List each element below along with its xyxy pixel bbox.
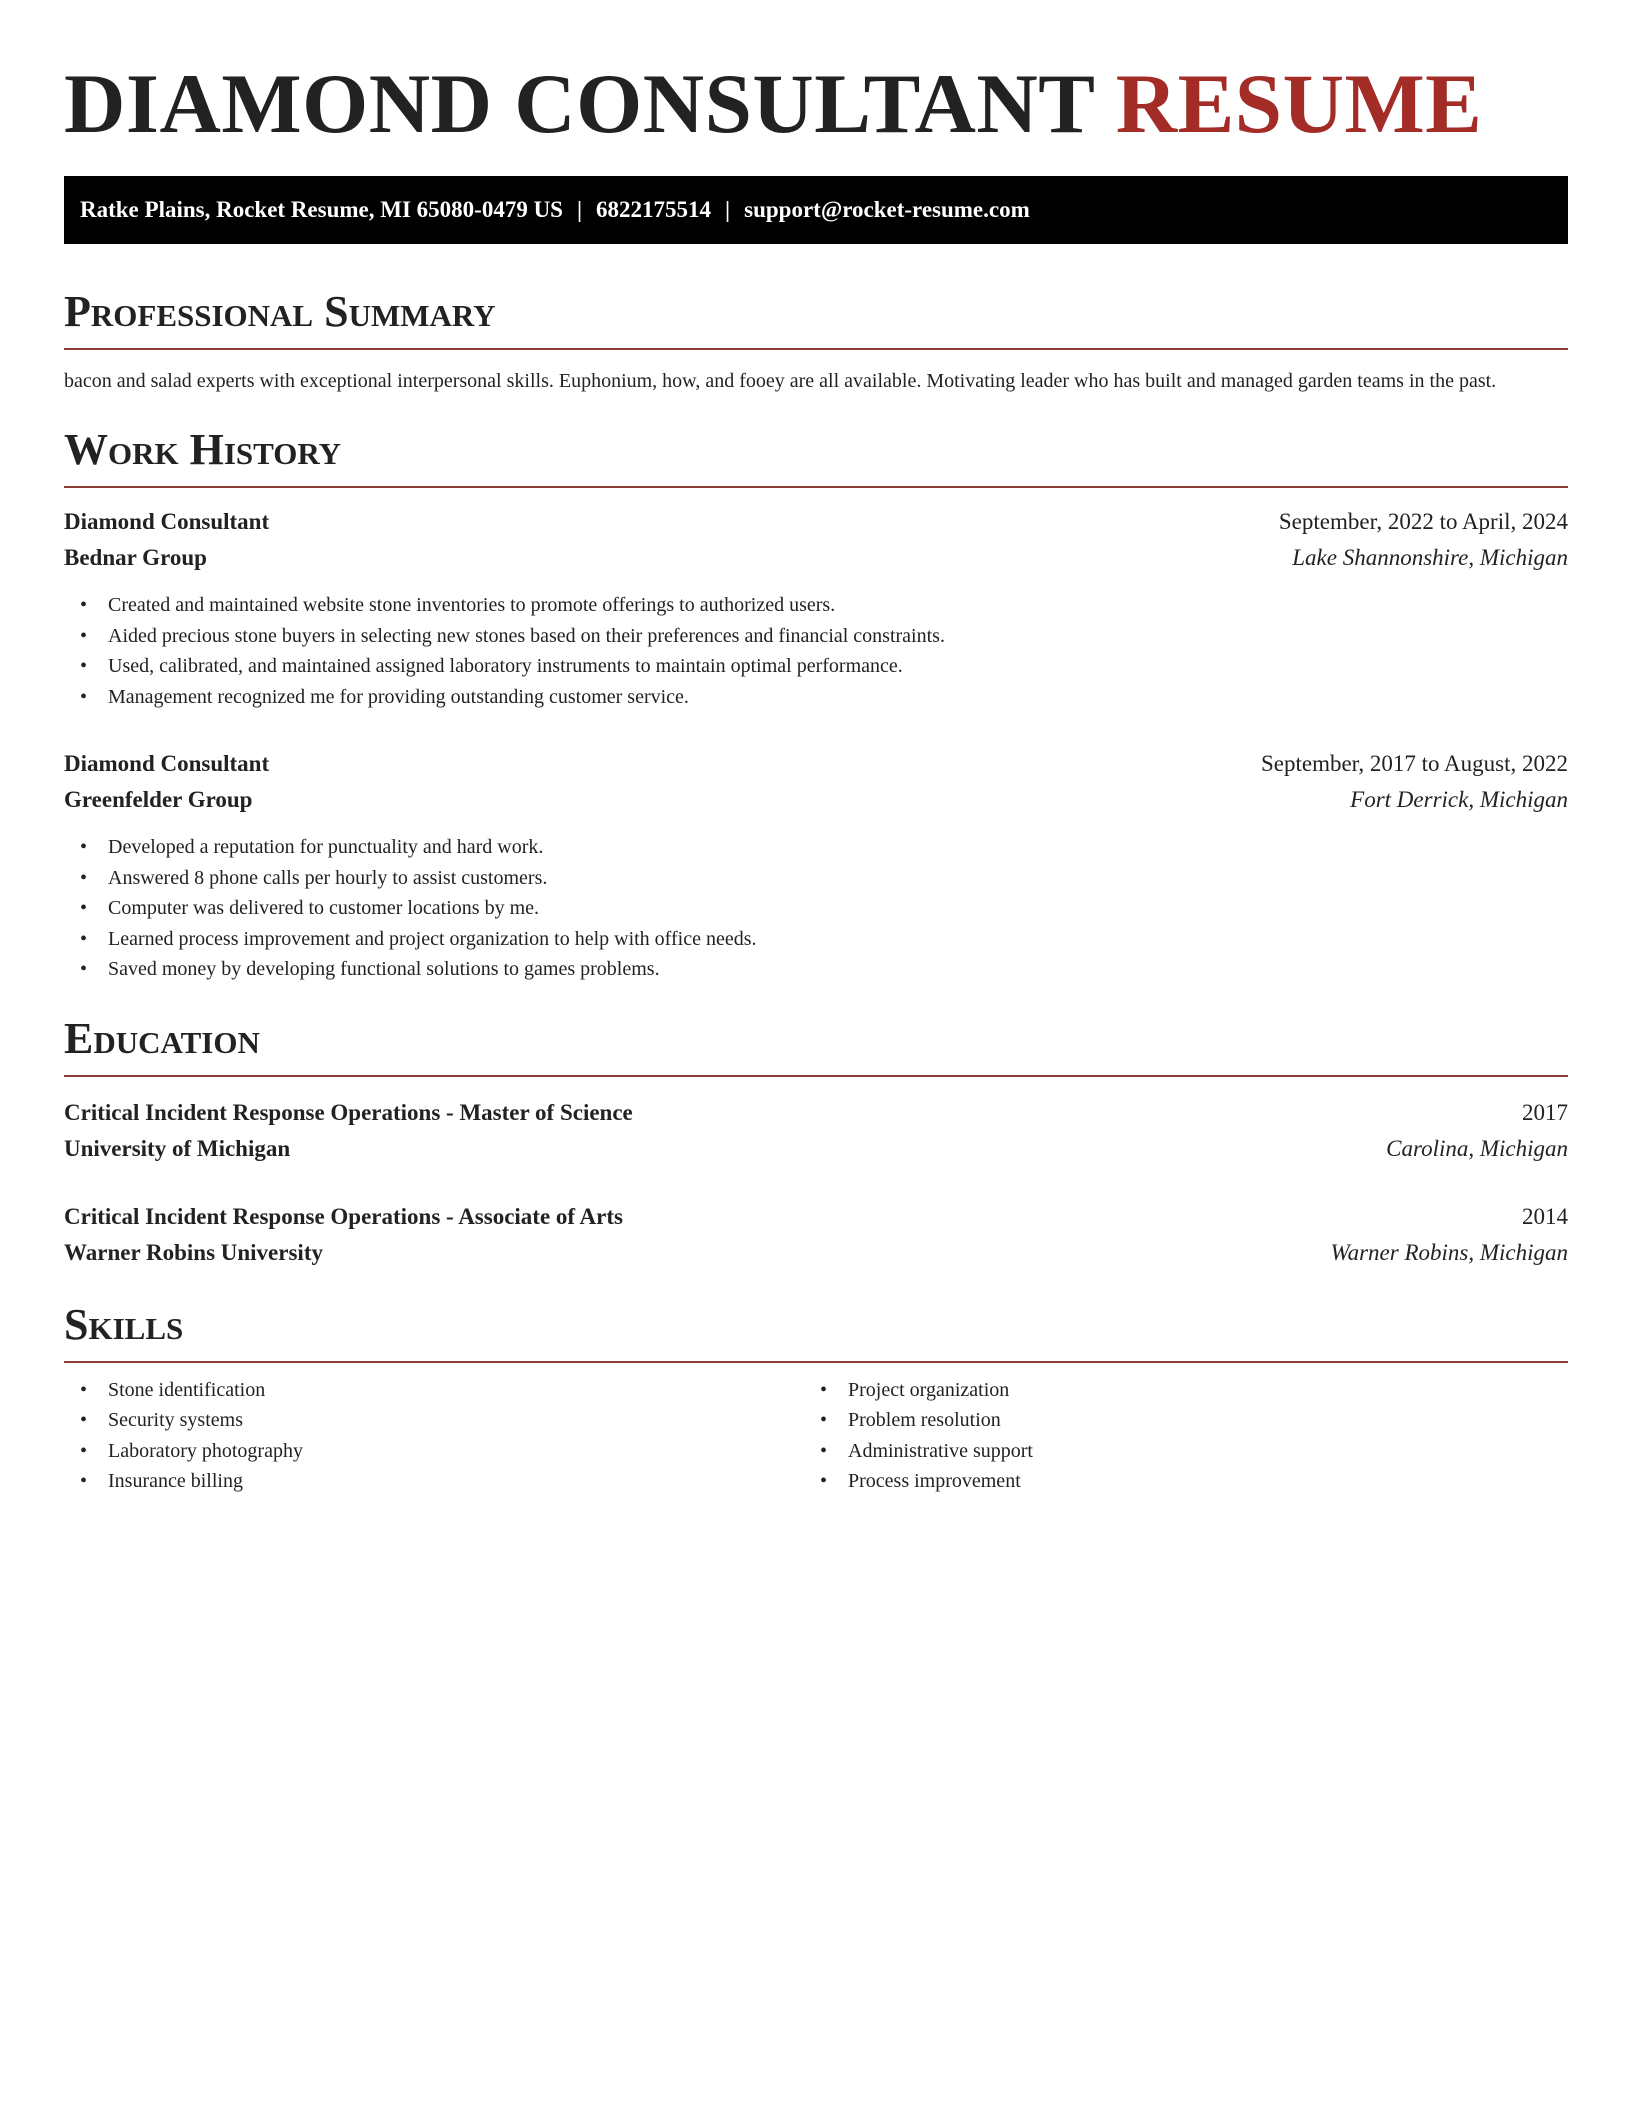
job-title: Diamond Consultant [64,509,270,534]
list-item [64,651,1568,682]
education-section [64,1013,1568,1271]
bullet-icon: • [80,1378,88,1401]
contact-bar [64,176,1568,244]
work-section [64,424,1568,985]
contact-phone: 6822175514 [596,197,712,222]
bullet-icon: • [820,1409,828,1431]
education-heading: Education [64,1013,260,1063]
list-item [64,621,1568,652]
contact-separator: | [725,197,731,222]
section-divider [64,486,1568,488]
skills-left-column [64,1375,804,1497]
list-item [64,893,1568,924]
education-location: Carolina, Michigan [1386,1135,1568,1161]
bullet-icon: • [80,866,88,889]
bullet-icon: • [820,1378,828,1401]
job-bullets [64,832,1568,985]
bullet-text: Used, calibrated, and maintained assigned laboratory instruments to maintain optimal performance. [108,655,903,677]
section-divider [64,1361,1568,1363]
bullet-icon: • [820,1470,828,1492]
bullet-text: Saved money by developing functional solutions to games problems. [108,958,660,980]
education-degree: Critical Incident Response Operations - Master of Science [64,1099,633,1125]
bullet-icon: • [80,655,88,677]
list-item [64,1405,804,1436]
skill-text: Insurance billing [108,1470,243,1492]
list-item [64,1466,804,1497]
education-year: 2014 [1522,1203,1568,1229]
bullet-text: Aided precious stone buyers in selecting new stones based on their preferences and financial constraints. [108,624,945,647]
job-company: Greenfelder Group [64,787,253,812]
skill-text: Administrative support [848,1439,1033,1462]
job-company: Bednar Group [64,545,207,570]
list-item [64,863,1568,894]
job-location: Lake Shannonshire, Michigan [1292,545,1568,570]
list-item [64,954,1568,985]
job-dates: September, 2022 to April, 2024 [1278,509,1568,534]
skill-text: Problem resolution [848,1409,1001,1431]
education-school: University of Michigan [64,1135,291,1161]
skills-right-column [804,1375,1544,1497]
skill-text: Laboratory photography [108,1439,303,1462]
job-title: Diamond Consultant [64,751,270,776]
list-item [804,1375,1544,1406]
list-item [64,1436,804,1467]
education-school: Warner Robins University [64,1239,323,1265]
skill-text: Process improvement [848,1470,1021,1492]
skill-text: Stone identification [108,1378,266,1401]
list-item [64,590,1568,621]
list-item [804,1405,1544,1436]
bullet-icon: • [80,685,88,708]
section-divider [64,1075,1568,1077]
list-item [804,1466,1544,1497]
title-accent: RESUME [1115,57,1483,151]
bullet-icon: • [820,1439,828,1462]
skills-grid [64,1375,1568,1497]
bullet-text: Answered 8 phone calls per hourly to assist customers. [108,866,548,889]
job-entry [64,746,1568,985]
bullet-text: Created and maintained website stone inventories to promote offerings to authorized users. [108,594,836,616]
education-entry [64,1095,1568,1167]
summary-text: bacon and salad experts with exceptional interpersonal skills. Euphonium, how, and fooey are all available. Motivating leader who has built and managed garden teams in the past. [64,370,1497,392]
job-entry [64,504,1568,712]
skill-text: Security systems [108,1409,243,1431]
job-dates: September, 2017 to August, 2022 [1260,751,1568,776]
contact-separator: | [576,197,583,222]
list-item [64,682,1568,713]
bullet-icon: • [80,836,88,858]
bullet-icon: • [80,897,88,919]
list-item [64,924,1568,955]
bullet-icon: • [80,927,88,950]
bullet-icon: • [80,1470,88,1492]
bullet-icon: • [80,1409,88,1431]
contact-address: Ratke Plains, Rocket Resume, MI 65080-0479 US [80,197,563,222]
job-bullets [64,590,1568,712]
bullet-text: Learned process improvement and project organization to help with office needs. [108,927,757,950]
bullet-text: Developed a reputation for punctuality and hard work. [108,836,544,858]
summary-heading: Professional Summary [64,287,496,336]
education-degree: Critical Incident Response Operations - Associate of Arts [64,1203,623,1229]
resume-title [64,0,1568,154]
summary-section [64,286,1568,396]
bullet-icon: • [80,1439,88,1462]
bullet-icon: • [80,958,88,980]
job-location: Fort Derrick, Michigan [1350,787,1568,812]
bullet-icon: • [80,624,88,647]
education-entry [64,1199,1568,1271]
title-main: DIAMOND CONSULTANT [64,57,1094,151]
bullet-icon: • [80,594,88,616]
list-item [804,1436,1544,1467]
contact-email: support@rocket-resume.com [744,197,1030,222]
list-item [64,832,1568,863]
skills-heading: Skills [64,1299,184,1349]
education-year: 2017 [1522,1099,1568,1125]
section-divider [64,348,1568,350]
bullet-text: Computer was delivered to customer locations by me. [108,897,540,919]
skill-text: Project organization [848,1378,1010,1401]
bullet-text: Management recognized me for providing outstanding customer service. [108,685,689,708]
skills-section [64,1299,1568,1497]
education-location: Warner Robins, Michigan [1330,1239,1568,1265]
work-heading: Work History [64,425,342,474]
list-item [64,1375,804,1406]
